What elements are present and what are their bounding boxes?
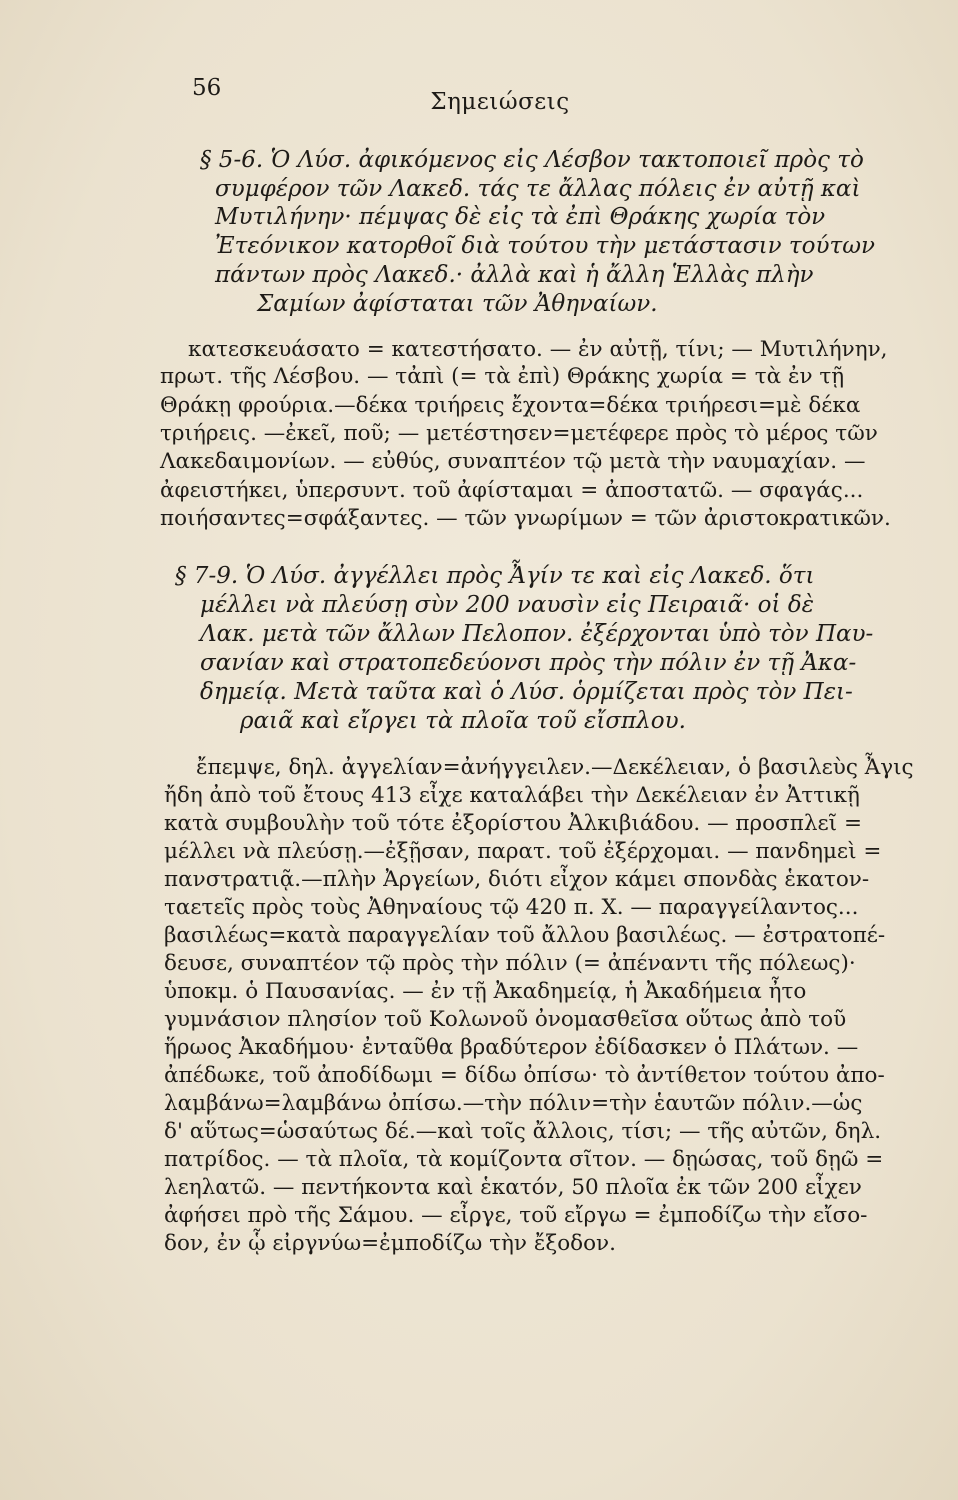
note-line: ποιήσαντες=σφάξαντες. — τῶν γνωρίμων = τῶν ἀριστοκρατικῶν. xyxy=(160,506,891,531)
note-line: πανστρατιᾷ.—πλὴν Ἀργείων, διότι εἶχον κάμει σπονδὰς ἑκατον- xyxy=(164,867,870,892)
note-line: δ' αὕτως=ὡσαύτως δέ.—καὶ τοῖς ἄλλοις, τίσι; — τῆς αὐτῶν, δηλ. xyxy=(164,1119,882,1144)
page-number: 56 xyxy=(192,75,222,101)
note-line: ἤδη ἀπὸ τοῦ ἔτους 413 εἶχε καταλάβει τὴν Δεκέλειαν ἐν Ἀττικῇ xyxy=(164,783,860,808)
summary-line: συμφέρον τῶν Λακεδ. τάς τε ἄλλας πόλεις ἐν αὐτῇ καὶ xyxy=(215,176,861,202)
note-line: ἔπεμψε, δηλ. ἀγγελίαν=ἀνήγγειλεν.—Δεκέλειαν, ὁ βασιλεὺς Ἆγις xyxy=(196,755,914,780)
summary-line: μέλλει νὰ πλεύσῃ σὺν 200 ναυσὶν εἰς Πειραιᾶ· οἱ δὲ xyxy=(200,592,815,618)
note-line: Θράκῃ φρούρια.—δέκα τριήρεις ἔχοντα=δέκα τριήρεσι=μὲ δέκα xyxy=(160,393,861,418)
summary-line: πάντων πρὸς Λακεδ.· ἀλλὰ καὶ ἡ ἄλλη Ἑλλὰς πλὴν xyxy=(215,262,814,288)
summary-line: ραιᾶ καὶ εἴργει τὰ πλοῖα τοῦ εἴσπλου. xyxy=(240,708,686,734)
note-line: κατεσκευάσατο = κατεστήσατο. — ἐν αὐτῇ, τίνι; — Μυτιλήνην, xyxy=(188,337,888,362)
summary-line: § 7-9. Ὁ Λύσ. ἀγγέλλει πρὸς Ἆγίν τε καὶ εἰς Λακεδ. ὅτι xyxy=(175,563,815,589)
note-line: ἀπέδωκε, τοῦ ἀποδίδωμι = δίδω ὀπίσω· τὸ ἀντίθετον τούτου ἀπο- xyxy=(164,1063,885,1088)
note-line: ἥρωος Ἀκαδήμου· ἐνταῦθα βραδύτερον ἐδίδασκεν ὁ Πλάτων. — xyxy=(164,1035,859,1060)
note-line: γυμνάσιον πλησίον τοῦ Κολωνοῦ ὀνομασθεῖσα οὕτως ἀπὸ τοῦ xyxy=(164,1007,847,1032)
summary-line: Ἐτεόνικον κατορθοῖ διὰ τούτου τὴν μετάστασιν τούτων xyxy=(215,233,875,259)
summary-line: δημείᾳ. Μετὰ ταῦτα καὶ ὁ Λύσ. ὁρμίζεται πρὸς τὸν Πει- xyxy=(200,679,853,705)
note-line: μέλλει νὰ πλεύσῃ.—ἐξῇσαν, παρατ. τοῦ ἐξέρχομαι. — πανδημεὶ = xyxy=(164,839,882,864)
note-line: βασιλέως=κατὰ παραγγελίαν τοῦ ἄλλου βασιλέως. — ἐστρατοπέ- xyxy=(164,923,886,948)
note-line: δευσε, συναπτέον τῷ πρὸς τὴν πόλιν (= ἀπέναντι τῆς πόλεως)· xyxy=(164,951,856,976)
note-line: ταετεῖς πρὸς τοὺς Ἀθηναίους τῷ 420 π. Χ. — παραγγείλαντος... xyxy=(164,895,859,920)
note-line: Λακεδαιμονίων. — εὐθύς, συναπτέον τῷ μετὰ τὴν ναυμαχίαν. — xyxy=(160,449,866,474)
note-line: τριήρεις. —ἐκεῖ, ποῦ; — μετέστησεν=μετέφερε πρὸς τὸ μέρος τῶν xyxy=(160,421,878,446)
note-line: δον, ἐν ᾧ εἰργνύω=ἐμποδίζω τὴν ἔξοδον. xyxy=(164,1231,616,1256)
note-line: ὑποκμ. ὁ Παυσανίας. — ἐν τῇ Ἀκαδημείᾳ, ἡ Ἀκαδήμεια ἦτο xyxy=(164,979,807,1004)
summary-line: σανίαν καὶ στρατοπεδεύονσι πρὸς τὴν πόλιν ἐν τῇ Ἀκα- xyxy=(200,650,857,676)
note-line: λαμβάνω=λαμβάνω ὀπίσω.—τὴν πόλιν=τὴν ἑαυτῶν πόλιν.—ὡς xyxy=(164,1091,863,1116)
note-line: λεηλατῶ. — πεντήκοντα καὶ ἑκατόν, 50 πλοῖα ἐκ τῶν 200 εἶχεν xyxy=(164,1175,862,1200)
summary-line: Μυτιλήνην· πέμψας δὲ εἰς τὰ ἐπὶ Θράκης χωρία τὸν xyxy=(215,204,826,230)
note-line: πατρίδος. — τὰ πλοῖα, τὰ κομίζοντα σῖτον. — δῃώσας, τοῦ δῃῶ = xyxy=(164,1147,884,1172)
summary-line: Λακ. μετὰ τῶν ἄλλων Πελοπον. ἐξέρχονται ὑπὸ τὸν Παυ- xyxy=(200,621,874,647)
note-line: ἀφήσει πρὸ τῆς Σάμου. — εἶργε, τοῦ εἴργω = ἐμποδίζω τὴν εἴσο- xyxy=(164,1203,868,1228)
summary-line: Σαμίων ἀφίσταται τῶν Ἀθηναίων. xyxy=(257,291,658,317)
note-line: πρωτ. τῆς Λέσβου. — τἀπὶ (= τὰ ἐπὶ) Θράκης χωρία = τὰ ἐν τῇ xyxy=(160,364,845,389)
running-head: Σημειώσεις xyxy=(430,89,570,115)
summary-line: § 5-6. Ὁ Λύσ. ἀφικόμενος εἰς Λέσβον τακτοποιεῖ πρὸς τὸ xyxy=(200,147,864,173)
note-line: κατὰ συμβουλὴν τοῦ τότε ἐξορίστου Ἀλκιβιάδου. — προσπλεῖ = xyxy=(164,811,862,836)
note-line: ἀφειστήκει, ὑπερσυντ. τοῦ ἀφίσταμαι = ἀποστατῶ. — σφαγάς... xyxy=(160,478,864,503)
